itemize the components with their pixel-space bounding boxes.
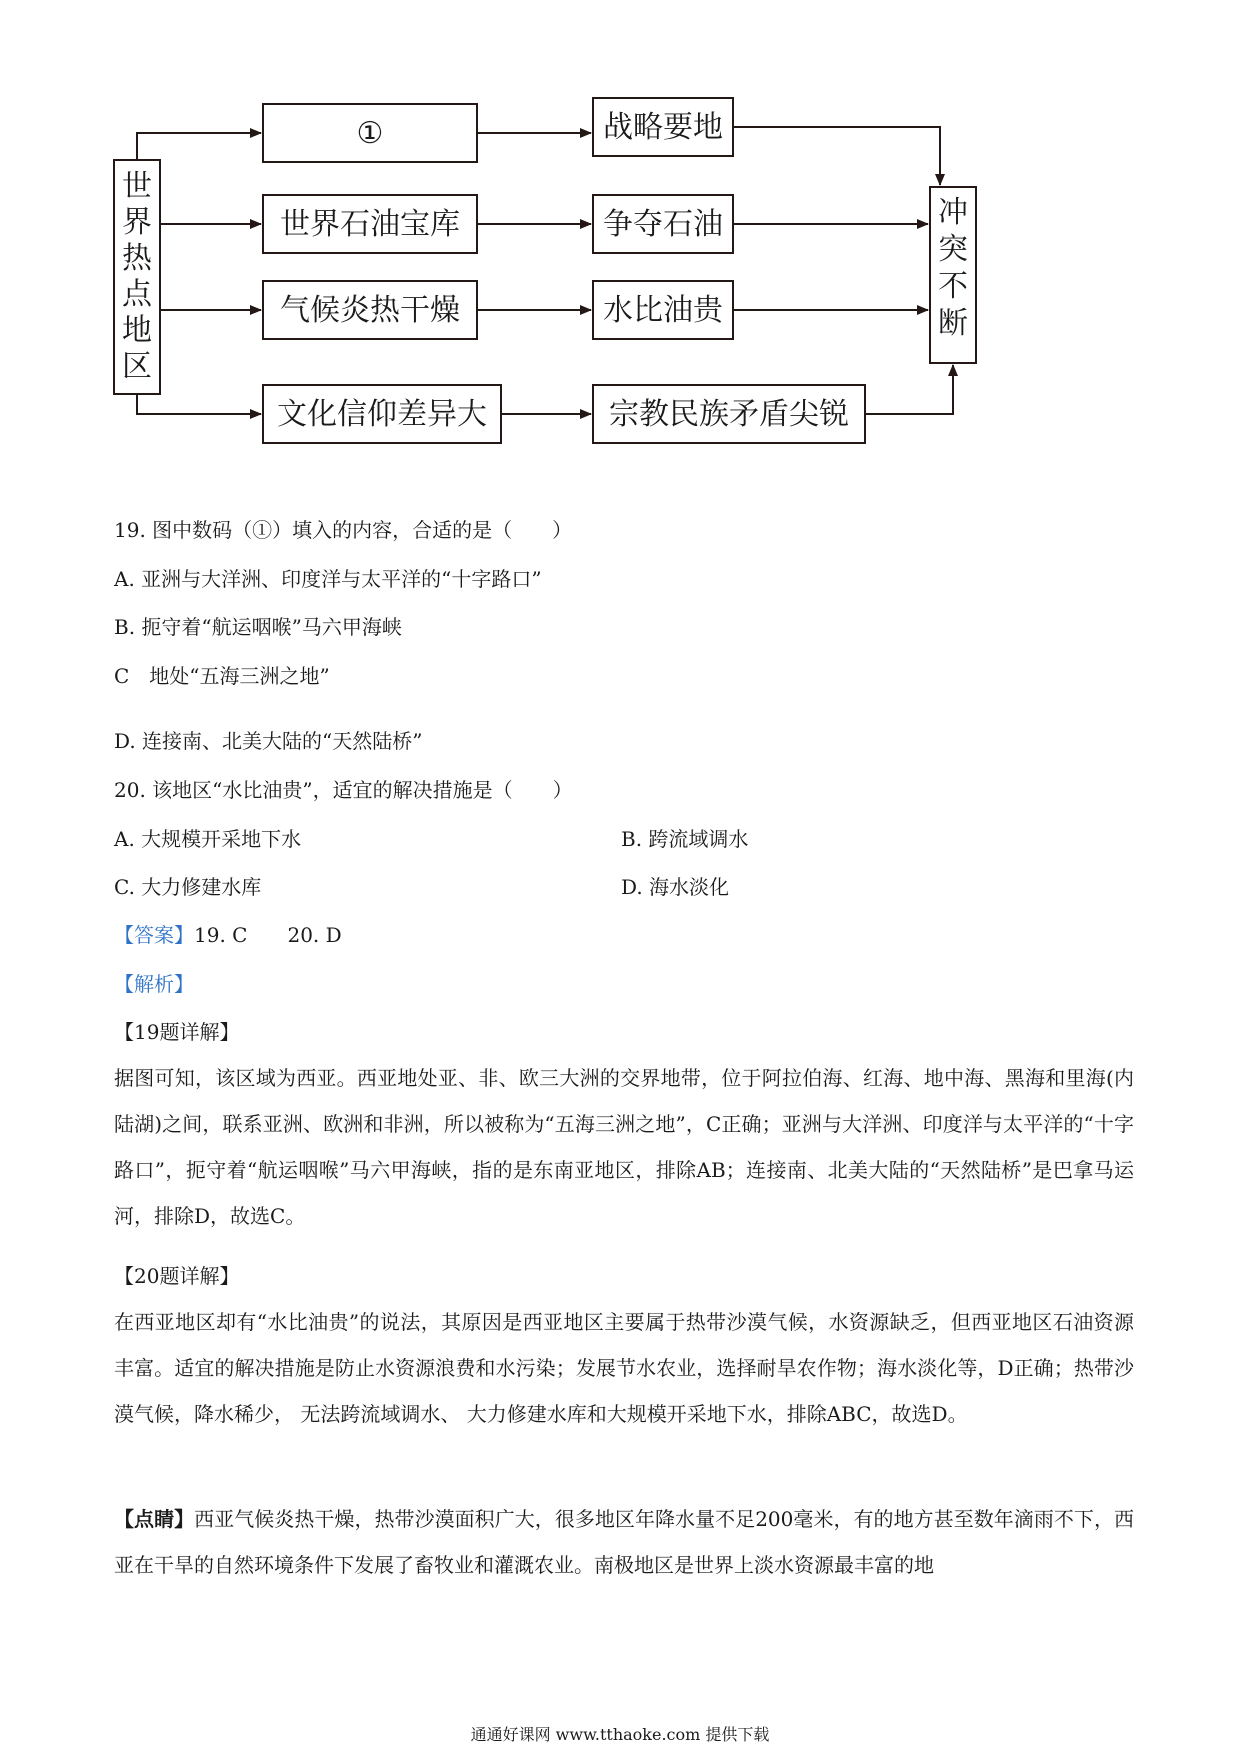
note-tag: 【点睛】 bbox=[114, 1507, 195, 1531]
right-label-char: 不 bbox=[938, 269, 968, 304]
col1-label: 气候炎热干燥 bbox=[280, 293, 460, 328]
left-label-char: 点 bbox=[122, 277, 152, 312]
note-text: 西亚气候炎热干燥，热带沙漠面积广大，很多地区年降水量不足200毫米，有的地方甚至数年滴雨不下，西亚在干旱的自然环境条件下发展了畜牧业和灌溉农业。南极地区是世界上淡水资源最丰富的地 bbox=[114, 1507, 1134, 1577]
arrow-right-1 bbox=[733, 127, 940, 185]
left-label-char: 地 bbox=[122, 313, 152, 348]
right-label-char: 断 bbox=[938, 306, 968, 341]
arrow-left-1 bbox=[137, 133, 261, 160]
col2-label: 争夺石油 bbox=[603, 207, 723, 242]
q19-stem: 19. 图中数码（①）填入的内容，合适的是（ ） bbox=[114, 518, 573, 542]
q20-option-c: C. 大力修建水库 bbox=[114, 875, 262, 899]
left-label-char: 界 bbox=[122, 205, 152, 240]
q19-option-a: A. 亚洲与大洋洲、印度洋与太平洋的“十字路口” bbox=[114, 567, 542, 591]
q20-stem: 20. 该地区“水比油贵”，适宜的解决措施是（ ） bbox=[114, 778, 573, 802]
answer-text: 19. C 20. D bbox=[194, 923, 342, 947]
q20-option-d: D. 海水淡化 bbox=[621, 875, 730, 899]
left-label-char: 热 bbox=[122, 241, 152, 276]
note-paragraph bbox=[114, 1496, 1134, 1588]
col1-label: 文化信仰差异大 bbox=[277, 397, 487, 432]
analysis-tag: 【解析】 bbox=[114, 972, 194, 996]
col2-label: 水比油贵 bbox=[603, 293, 723, 328]
detail20-text: 在西亚地区却有“水比油贵”的说法，其原因是西亚地区主要属于热带沙漠气候，水资源缺乏，但西亚地区石油资源丰富。适宜的解决措施是防止水资源浪费和水污染；发展节水农业，选择耐旱农作物；海水淡化等，D正确；热带沙漠气候，降水稀少， 无法跨流域调水、 大力修建水库和大规模开采地下水，排除ABC，故选D。 bbox=[114, 1310, 1134, 1426]
right-label-char: 突 bbox=[938, 232, 968, 267]
col1-label: 世界石油宝库 bbox=[280, 207, 460, 242]
arrow-left-4 bbox=[137, 394, 261, 414]
flow-diagram bbox=[0, 0, 1240, 460]
detail19-title: 【19题详解】 bbox=[114, 1020, 240, 1044]
left-label-char: 区 bbox=[122, 349, 152, 384]
q20-option-b: B. 跨流域调水 bbox=[621, 827, 749, 851]
q19-option-c: C 地处“五海三洲之地” bbox=[114, 664, 330, 688]
detail20-title: 【20题详解】 bbox=[114, 1264, 240, 1288]
q20-option-a: A. 大规模开采地下水 bbox=[114, 827, 302, 851]
left-label-char: 世 bbox=[122, 169, 152, 204]
right-label-char: 冲 bbox=[938, 195, 968, 230]
answer-tag: 【答案】 bbox=[114, 923, 194, 947]
answer-line bbox=[114, 921, 342, 949]
arrow-right-4 bbox=[865, 365, 953, 414]
detail19-text: 据图可知，该区域为西亚。西亚地处亚、非、欧三大洲的交界地带，位于阿拉伯海、红海、地中海、黑海和里海(内陆湖)之间，联系亚洲、欧洲和非洲，所以被称为“五海三洲之地”，C正确；亚洲与大洋洲、印度洋与太平洋的“十字路口”，扼守着“航运咽喉”马六甲海峡，指的是东南亚地区，排除AB；连接南、北美大陆的“天然陆桥”是巴拿马运河，排除D，故选C。 bbox=[114, 1066, 1134, 1228]
q19-option-d: D. 连接南、北美大陆的“天然陆桥” bbox=[114, 729, 423, 753]
col1-label: ① bbox=[356, 116, 384, 151]
footer-text: 通通好课网 www.tthaoke.com 提供下载 bbox=[470, 1725, 770, 1744]
q19-option-b: B. 扼守着“航运咽喉”马六甲海峡 bbox=[114, 615, 402, 639]
col2-label: 战略要地 bbox=[603, 110, 723, 145]
col2-label: 宗教民族矛盾尖锐 bbox=[609, 397, 849, 432]
